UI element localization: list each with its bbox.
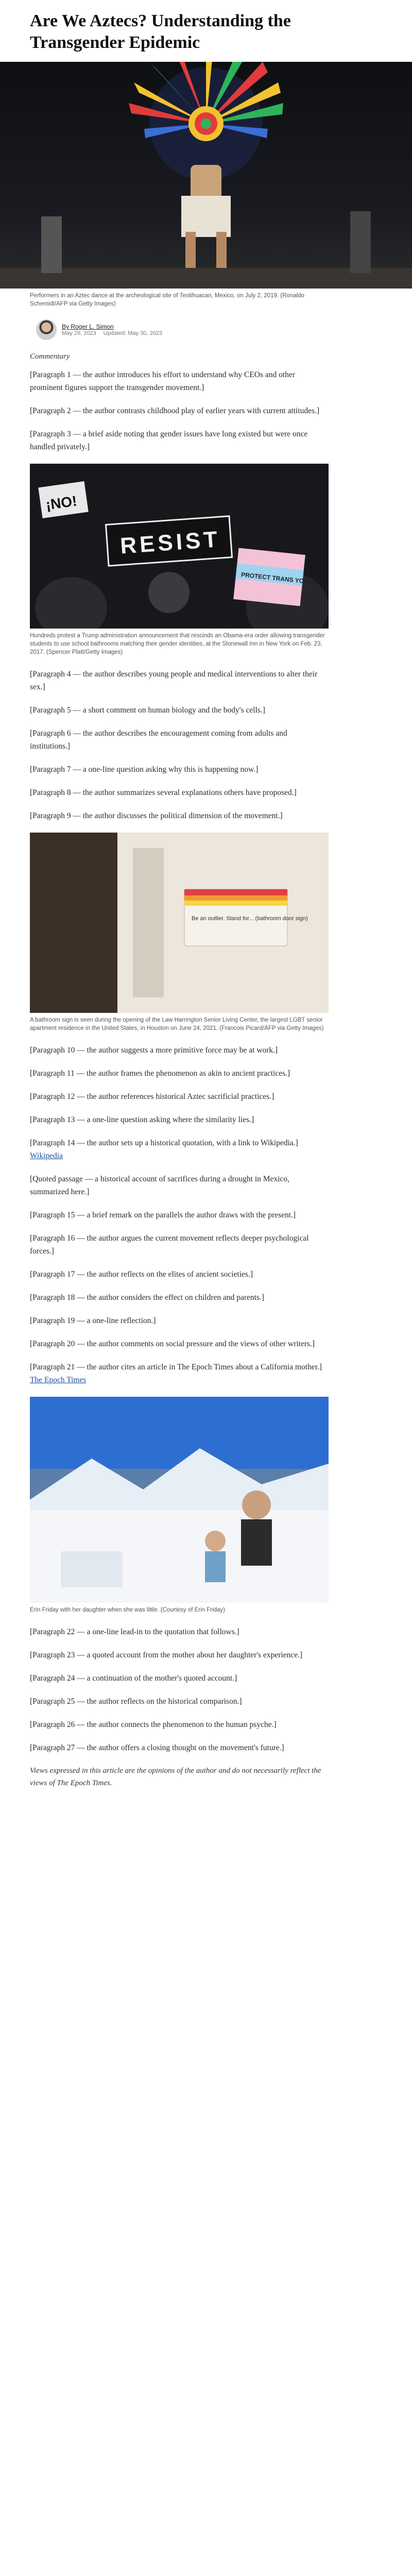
disclaimer: Views expressed in this article are the opinions of the author and do not necessarily reflect the views of The Epoch Times. bbox=[30, 1767, 321, 1787]
protest-figure bbox=[30, 464, 329, 656]
paragraph: [Paragraph 22 — a one-line lead-in to the quotation that follows.] bbox=[30, 1628, 239, 1636]
paragraph: [Paragraph 13 — a one-line question asking where the similarity lies.] bbox=[30, 1115, 254, 1124]
bathroom-sign-image bbox=[30, 833, 329, 1013]
paragraph: [Paragraph 12 — the author references historical Aztec sacrificial practices.] bbox=[30, 1092, 274, 1101]
paragraph: [Paragraph 23 — a quoted account from the mother about her daughter's experience.] bbox=[30, 1651, 303, 1659]
aztec-dancer-illustration bbox=[0, 62, 412, 289]
family-photo-figure bbox=[30, 1397, 329, 1614]
paragraph: [Paragraph 18 — the author considers the effect on children and parents.] bbox=[30, 1293, 265, 1302]
paragraph: [Paragraph 19 — a one-line reflection.] bbox=[30, 1316, 156, 1325]
paragraph: [Paragraph 4 — the author describes young people and medical interventions to alter their sex.] bbox=[30, 670, 318, 691]
paragraph: [Paragraph 24 — a continuation of the mother's quoted account.] bbox=[30, 1674, 237, 1683]
protest-illustration bbox=[30, 464, 329, 629]
quote-paragraph: [Quoted passage — a historical account of sacrifices during a drought in Mexico, summarized here.] bbox=[30, 1175, 290, 1196]
bathroom-sign-figure bbox=[30, 833, 329, 1032]
paragraph bbox=[30, 1361, 329, 1386]
bathroom-sign-text: Be an outlier. Stand for... (bathroom door sign) bbox=[192, 916, 308, 922]
author-avatar bbox=[36, 319, 57, 340]
protest-sign-protect: PROTECT TRANS YOUTH bbox=[241, 571, 317, 586]
paragraph-text: [Paragraph 14 — the author sets up a historical quotation, with a link to Wikipedia.] bbox=[30, 1139, 298, 1147]
published-date: May 29, 2023 bbox=[62, 330, 96, 336]
paragraph: [Paragraph 27 — the author offers a closing thought on the movement's future.] bbox=[30, 1743, 284, 1752]
paragraph: [Paragraph 9 — the author discusses the political dimension of the movement.] bbox=[30, 811, 283, 820]
paragraph: [Paragraph 3 — a brief aside noting that gender issues have long existed but were once handled privately.] bbox=[30, 430, 308, 451]
updated-date: Updated: May 30, 2023 bbox=[103, 330, 163, 336]
paragraph: [Paragraph 15 — a brief remark on the parallels the author draws with the present.] bbox=[30, 1211, 296, 1219]
wikipedia-link[interactable]: Wikipedia bbox=[30, 1151, 63, 1160]
paragraph: [Paragraph 2 — the author contrasts childhood play of earlier years with current attitudes.] bbox=[30, 406, 320, 415]
paragraph: [Paragraph 11 — the author frames the phenomenon as akin to ancient practices.] bbox=[30, 1069, 290, 1078]
article-dates bbox=[62, 330, 169, 336]
paragraph: [Paragraph 7 — a one-line question asking why this is happening now.] bbox=[30, 765, 259, 774]
byline bbox=[36, 319, 329, 340]
paragraph: [Paragraph 26 — the author connects the phenomenon to the human psyche.] bbox=[30, 1720, 277, 1729]
protest-caption: Hundreds protest a Trump administration announcement that rescinds an Obama-era order allowing transgender students to use school bathrooms matching their gender identities, at the Stonewall Inn in New York on Feb. 23, 2017. (Spencer Platt/Getty Images) bbox=[30, 633, 325, 655]
bathroom-sign-caption: A bathroom sign is seen during the opening of the Law Harrington Senior Living Center, the largest LGBT senior apartment residence in the United States, in Houston on June 24, 2021. (Francois Picard/AFP via Getty Images) bbox=[30, 1017, 324, 1031]
hero-image bbox=[0, 62, 412, 289]
paragraph: [Paragraph 20 — the author comments on social pressure and the views of other writers.] bbox=[30, 1340, 315, 1348]
protest-sign-resist: RESIST bbox=[119, 527, 221, 559]
article-headline: Are We Aztecs? Understanding the Transgender Epidemic bbox=[30, 11, 291, 52]
paragraph: [Paragraph 8 — the author summarizes several explanations others have proposed.] bbox=[30, 788, 297, 797]
hero-caption: Performers in an Aztec dance at the archeological site of Teotihuacan, Mexico, on July 2, 2019. (Ronaldo Schemidt/AFP via Getty Images) bbox=[30, 293, 304, 307]
paragraph: [Paragraph 16 — the author argues the current movement reflects deeper psychological forces.] bbox=[30, 1234, 309, 1256]
paragraph-text: [Paragraph 21 — the author cites an article in The Epoch Times about a California mother.] bbox=[30, 1363, 322, 1371]
paragraph: [Paragraph 17 — the author reflects on the elites of ancient societies.] bbox=[30, 1270, 253, 1279]
paragraph: [Paragraph 25 — the author reflects on the historical comparison.] bbox=[30, 1697, 242, 1706]
paragraph: [Paragraph 5 — a short comment on human biology and the body's cells.] bbox=[30, 706, 265, 715]
paragraph: [Paragraph 10 — the author suggests a more primitive force may be at work.] bbox=[30, 1046, 278, 1055]
author-link[interactable]: By Roger L. Simon bbox=[62, 323, 114, 330]
protest-sign-no: ¡NO! bbox=[44, 493, 78, 513]
snow-scene-illustration bbox=[30, 1397, 329, 1603]
paragraph: [Paragraph 6 — the author describes the encouragement coming from adults and institutions.] bbox=[30, 729, 287, 751]
hero-figure bbox=[0, 62, 412, 308]
protest-image bbox=[30, 464, 329, 629]
headline-wrap bbox=[30, 0, 329, 54]
paragraph bbox=[30, 1137, 329, 1162]
bathroom-sign-illustration bbox=[30, 833, 329, 1013]
paragraph: [Paragraph 1 — the author introduces his effort to understand why CEOs and other prominent figures support the transgender movement.] bbox=[30, 370, 295, 392]
epoch-times-link[interactable]: The Epoch Times bbox=[30, 1376, 87, 1384]
section-label: Commentary bbox=[30, 352, 70, 361]
family-photo-caption: Erin Friday with her daughter when she was little. (Courtesy of Erin Friday) bbox=[30, 1607, 226, 1613]
family-photo-image bbox=[30, 1397, 329, 1603]
